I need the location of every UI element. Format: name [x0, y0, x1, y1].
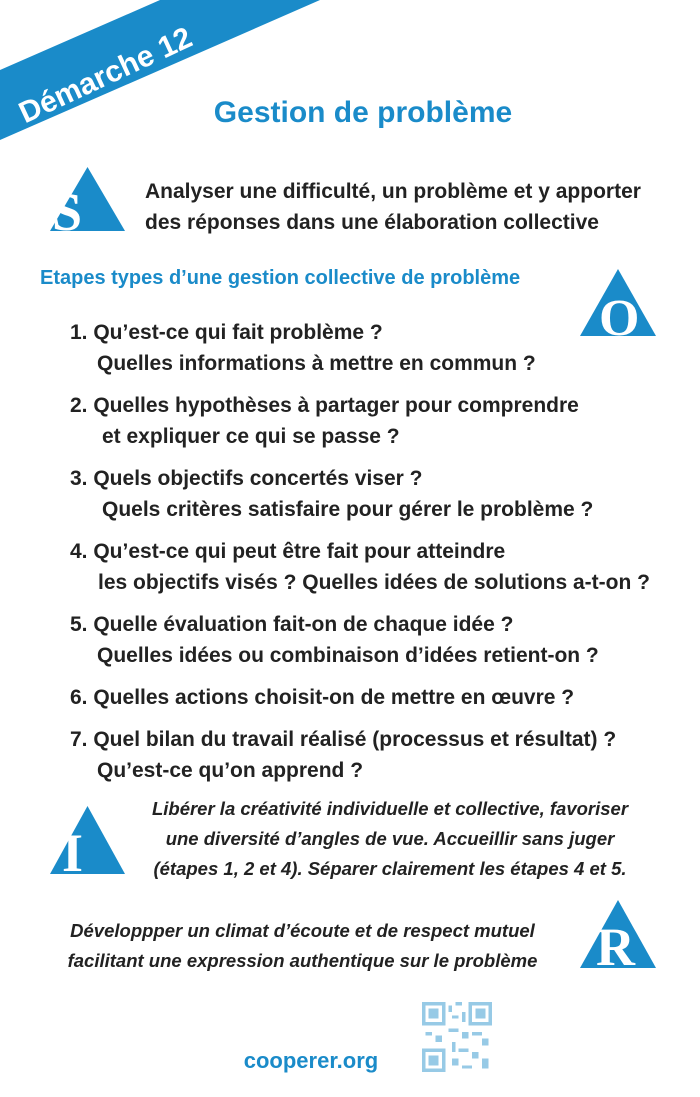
creativity-note	[140, 794, 640, 884]
intro-line: Analyser une difficulté, un problème et y apporter	[145, 180, 641, 203]
badge-r-letter: R	[596, 917, 635, 977]
step-line1: 2. Quelles hypothèses à partager pour comprendre	[70, 394, 579, 417]
banner-label: Démarche 12	[14, 21, 198, 130]
intro-text	[145, 176, 665, 238]
step-line1: 5. Quelle évaluation fait-on de chaque idée ?	[70, 613, 514, 636]
note-line: Développper un climat d’écoute et de respect mutuel	[70, 920, 535, 941]
step-line2: Quels critères satisfaire pour gérer le problème ?	[102, 498, 594, 521]
badge-s-triangle	[50, 167, 125, 242]
step-item	[70, 724, 670, 786]
badge-s-letter: S	[52, 182, 83, 242]
steps-list	[70, 317, 670, 797]
badge-i-letter: I	[62, 823, 84, 883]
badge-i-triangle	[50, 806, 125, 883]
step-line2: Qu’est-ce qu’on apprend ?	[97, 759, 364, 782]
step-line1: 1. Qu’est-ce qui fait problème ?	[70, 321, 383, 344]
step-line1: 4. Qu’est-ce qui peut être fait pour atteindre	[70, 540, 506, 563]
step-line1: 6. Quelles actions choisit-on de mettre en œuvre ?	[70, 686, 575, 709]
step-line2: les objectifs visés ? Quelles idées de solutions a-t-on ?	[98, 571, 650, 594]
step-line2: Quelles informations à mettre en commun ?	[97, 352, 536, 375]
step-line1: 3. Quels objectifs concertés viser ?	[70, 467, 423, 490]
step-item	[70, 609, 670, 671]
step-item	[70, 536, 670, 598]
step-line2: Quelles idées ou combinaison d’idées retient-on ?	[97, 644, 599, 667]
step-item	[70, 682, 670, 713]
footer-site-link[interactable]: cooperer.org	[243, 1048, 379, 1073]
step-line2: et expliquer ce qui se passe ?	[102, 425, 400, 448]
note-line: une diversité d’angles de vue. Accueillir sans juger	[165, 828, 615, 849]
section-subtitle: Etapes types d’une gestion collective de problème	[40, 267, 521, 289]
note-line: (étapes 1, 2 et 4). Séparer clairement les étapes 4 et 5.	[153, 858, 627, 879]
step-line1: 7. Quel bilan du travail réalisé (processus et résultat) ?	[70, 728, 617, 751]
listening-note	[40, 916, 565, 976]
step-item	[70, 463, 670, 525]
step-item	[70, 317, 670, 379]
step-item	[70, 390, 670, 452]
note-line: Libérer la créativité individuelle et collective, favoriser	[151, 798, 629, 819]
badge-o-letter: O	[599, 290, 640, 347]
page-title: Gestion de problème	[213, 96, 513, 129]
note-line: facilitant une expression authentique sur le problème	[67, 950, 538, 971]
intro-line: des réponses dans une élaboration collective	[145, 211, 599, 234]
badge-r-triangle	[580, 900, 656, 977]
